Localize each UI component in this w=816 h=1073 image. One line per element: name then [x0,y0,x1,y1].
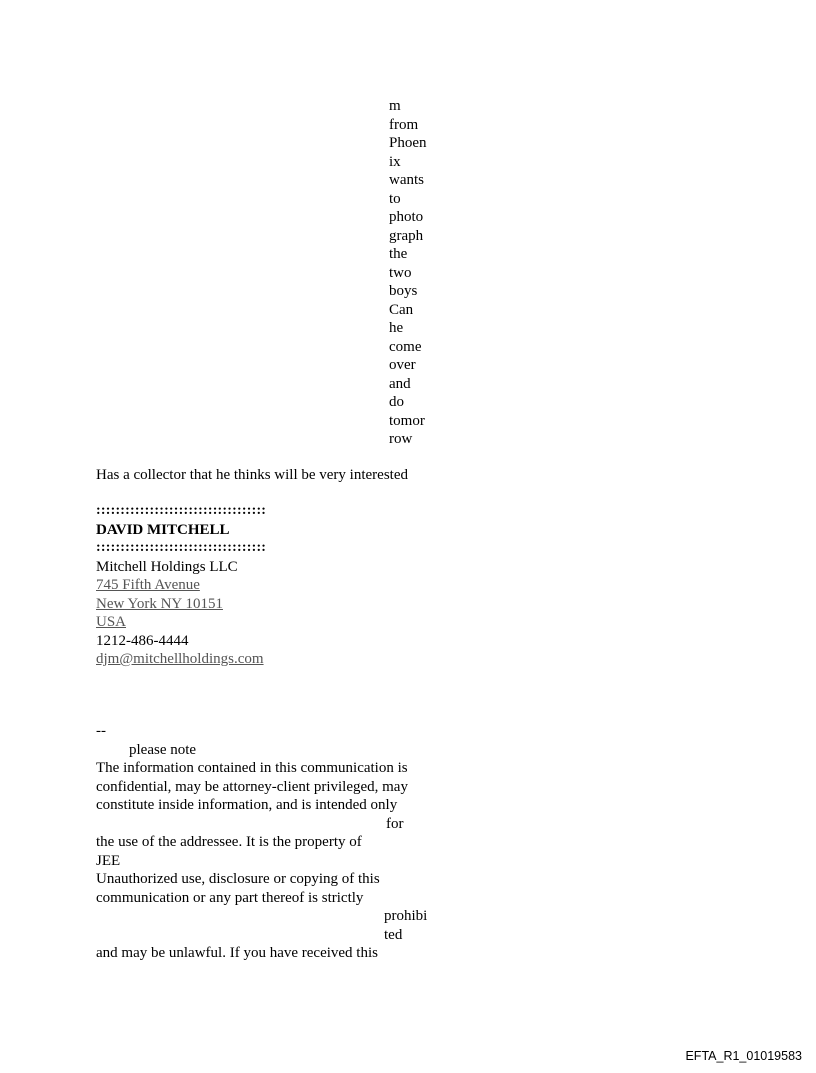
address-city-link[interactable]: New York NY 10151 [96,595,223,612]
message-word: photo [389,209,424,225]
disclaimer-text-line: ted [384,926,403,943]
message-word: to [389,190,401,207]
message-word: from [389,116,419,133]
message-word: ix [389,153,401,170]
message-word: wants [389,172,424,188]
disclaimer-text-line: the use of the addressee. It is the property of [96,834,362,850]
disclaimer-text-line: Unauthorized use, disclosure or copying of this [96,871,380,887]
message-word: row [389,431,413,447]
address-country-link[interactable]: USA [96,614,127,630]
message-word: and [389,375,411,392]
message-word: do [389,394,404,410]
signature-divider-top: ::::::::::::::::::::::::::::::::::: [96,503,267,518]
message-word: the [389,246,408,262]
message-word: Phoen [389,135,427,151]
collector-line: Has a collector that he thinks will be very interested [96,467,408,483]
message-word: Can [389,301,414,318]
disclaimer-text-line: confidential, may be attorney-client privileged, may [96,778,408,795]
message-word: graph [389,227,424,244]
disclaimer-text-line: The information contained in this communication is [96,760,408,776]
message-word: m [389,98,401,114]
disclaimer-text-line: for [386,815,404,832]
message-word: over [389,357,416,373]
disclaimer-heading: please note [129,741,197,758]
signature-divider-bottom: ::::::::::::::::::::::::::::::::::: [96,540,267,555]
address-street-link[interactable]: 745 Fifth Avenue [96,577,200,593]
signature-name: DAVID MITCHELL [96,521,230,538]
disclaimer-text-line: communication or any part thereof is strictly [96,889,364,906]
narrow-message-column [389,97,449,449]
signature-company: Mitchell Holdings LLC [96,558,238,575]
message-word: boys [389,283,418,299]
confidentiality-disclaimer [96,722,436,963]
message-word: he [389,320,404,336]
disclaimer-text-line: prohibi [384,908,428,924]
message-word: come [389,338,422,355]
disclaimer-separator: -- [96,723,106,739]
message-word: tomor [389,412,425,429]
email-signature [96,502,266,669]
email-link[interactable]: djm@mitchellholdings.com [96,651,264,667]
bates-number: EFTA_R1_01019583 [685,1049,802,1063]
disclaimer-text-line: and may be unlawful. If you have received this [96,945,378,961]
signature-phone: 1212-486-4444 [96,632,189,649]
disclaimer-text-line: JEE [96,852,121,869]
message-word: two [389,264,412,281]
disclaimer-text-line: constitute inside information, and is intended only [96,797,398,813]
